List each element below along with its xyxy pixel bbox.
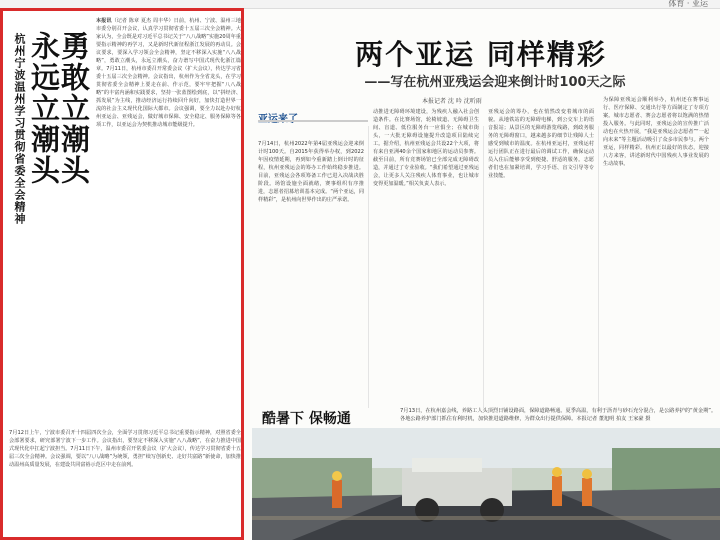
left-story-body-1 (96, 17, 241, 429)
main-story-column-2: 动推进无障碍环境建设，为残疾人融入社会创造条件。在比赛场馆，轮椅坡道、无障碍卫生间、盲道、低位服务台一应俱全；在城市街头，一大批无障碍设施提升改造项目陆续完工。据介绍，杭州亚残运会共设22个大项，将有来自亚洲40余个国家和地区的运动员参赛。截至目前，所有竞赛场馆已全部完成无障碍改造，并通过了专业验收。“我们希望通过亚残运会，让更多人关注残疾人体育事业，也让城市变得更加温暖。”相关负责人表示。 (373, 109, 479, 187)
main-story-column-1: 7月14日，杭州2022年第4届亚残运会迎来倒计时100天。自2015年获得举办权，到2022年因疫情延期，再到如今重新踏上倒计时的征程，杭州亚残运会的筹办工作始终稳步推进。目前，亚残运会各项筹备工作已进入决战决胜阶段。场馆设施全面就绪，赛事组织有序推进，志愿者招募培训基本完成。“两个亚运，同样精彩”，是杭州向世界作出的庄严承诺。 (258, 141, 364, 203)
photo-story-caption: 7月13日，在杭州嘉会线，养路工人头顶烈日铺设路面，保障道路畅通。夏季高温，有利于沥青与砂石充分混合，是公路养护的“黄金期”。各地公路养护部门抓住有利时机，加快推进道路维修，为群众出行提供保障。本报记者 董旭明 拍友 王家豪 摄 (400, 408, 717, 422)
page-label: 体育 · 亚运 (668, 0, 708, 8)
main-story-title: 两个亚运 同样精彩 (355, 38, 607, 71)
road-workers-photo-art (252, 428, 720, 540)
left-story-subtitle: 杭州宁波温州学习贯彻省委全会精神 (13, 33, 26, 225)
main-story-column-3: 亚残运会的筹办，也在悄然改变着城市的面貌。从地铁站的无障碍电梯，到公交车上的语音报站；从景区的无障碍游览线路，到政务服务的无障碍窗口，越来越多的细节让残障人士感受到城市的温度。在杭州亚运村，亚残运村运行团队正在进行最后的调试工作，确保运动员入住后能够享受到便捷、舒适的服务。志愿者们也在加紧培训，学习手语、盲文引导等专业技能。 (488, 109, 594, 179)
left-story-body-2: 7月12日上午，宁波市委召开十四届四次全会，全面学习贯彻习近平总书记重要指示精神，对照省委全会部署要求，研究部署宁波下一步工作。会议指出，要坚定不移深入实施“八八战略”，在奋力推进中国式现代化中扛起宁波担当。7月11日下午，温州市委召开常委会议（扩大会议），传达学习贯彻省委十五届三次全会精神。会议强调，要以“八八战略”为统领，勇担“续写创新史、走好共富路”新使命，加快推动温州高质量发展，在建设共同富裕示范区中走在前列。 (9, 430, 241, 468)
photo-story-title: 酷暑下 保畅通 (262, 411, 351, 427)
left-story-dateline: 本报讯 (96, 18, 112, 24)
left-story-frame (0, 8, 244, 540)
left-story-text-1: （记者 陈章 夏杰 周丰华）日前，杭州、宁波、温州三地市委分别召开会议，认真学习贯彻省委十五届三次全会精神。大家认为，全会既是对习近平总书记关于“八八战略”实施20周年重要指示精神的再学习，又是新时代新征程浙江发展的再动员。会议要求，要深入学习领会全会精神，坚定不移深入实施“八八战略”，勇敢立潮头，永远立潮头，奋力谱写中国式现代化浙江篇章。7月11日，杭州市委召开常委会议（扩大会议），传达学习省委十五届三次全会精神。会议指出，杭州作为全省龙头，在学习贯彻省委全会精神上要走在前、作示范，要牢牢把握“八八战略”的丰富内涵和实践要求，坚持一张蓝图绘到底，以“拼经济、抓发展”为主线，推动经济运行持续回升向好，加快打造世界一流的社会主义现代化国际大都市。会议强调，要全力以赴办好杭州亚运会、亚残运会，做好城市保障、安全稳定、服务保障等各项工作，以亚运会为契机推动城市能级提升。 (96, 18, 241, 128)
section-header (258, 107, 368, 120)
main-story-column-4: 为保障亚残运会顺利举办，杭州还在赛事运行、医疗保障、交通出行等方面制定了专项方案。城市志愿者、赛会志愿者将以饱满的热情投入服务。与此同时，亚残运会的宣传推广活动也在火热开展，“我是亚残运会志愿者”“一起向未来”等主题活动吸引了众多市民参与。两个亚运，同样精彩。杭州正以最好的状态，迎接八方来客，讲述新时代中国残疾人事业发展的生动故事。 (603, 97, 709, 167)
left-story-title-line1: 勇敢立潮头 (57, 31, 91, 186)
main-story-subtitle: ——写在杭州亚残运会迎来倒计时100天之际 (364, 75, 626, 90)
road-workers-photo (252, 428, 720, 540)
section-rule (258, 120, 368, 122)
column-divider (368, 126, 369, 408)
main-story-byline: 本报记者 沈 吟 沈听雨 (422, 98, 482, 105)
column-divider (483, 126, 484, 408)
left-story-title-line2: 永远立潮头 (27, 31, 61, 186)
column-divider (598, 126, 599, 408)
